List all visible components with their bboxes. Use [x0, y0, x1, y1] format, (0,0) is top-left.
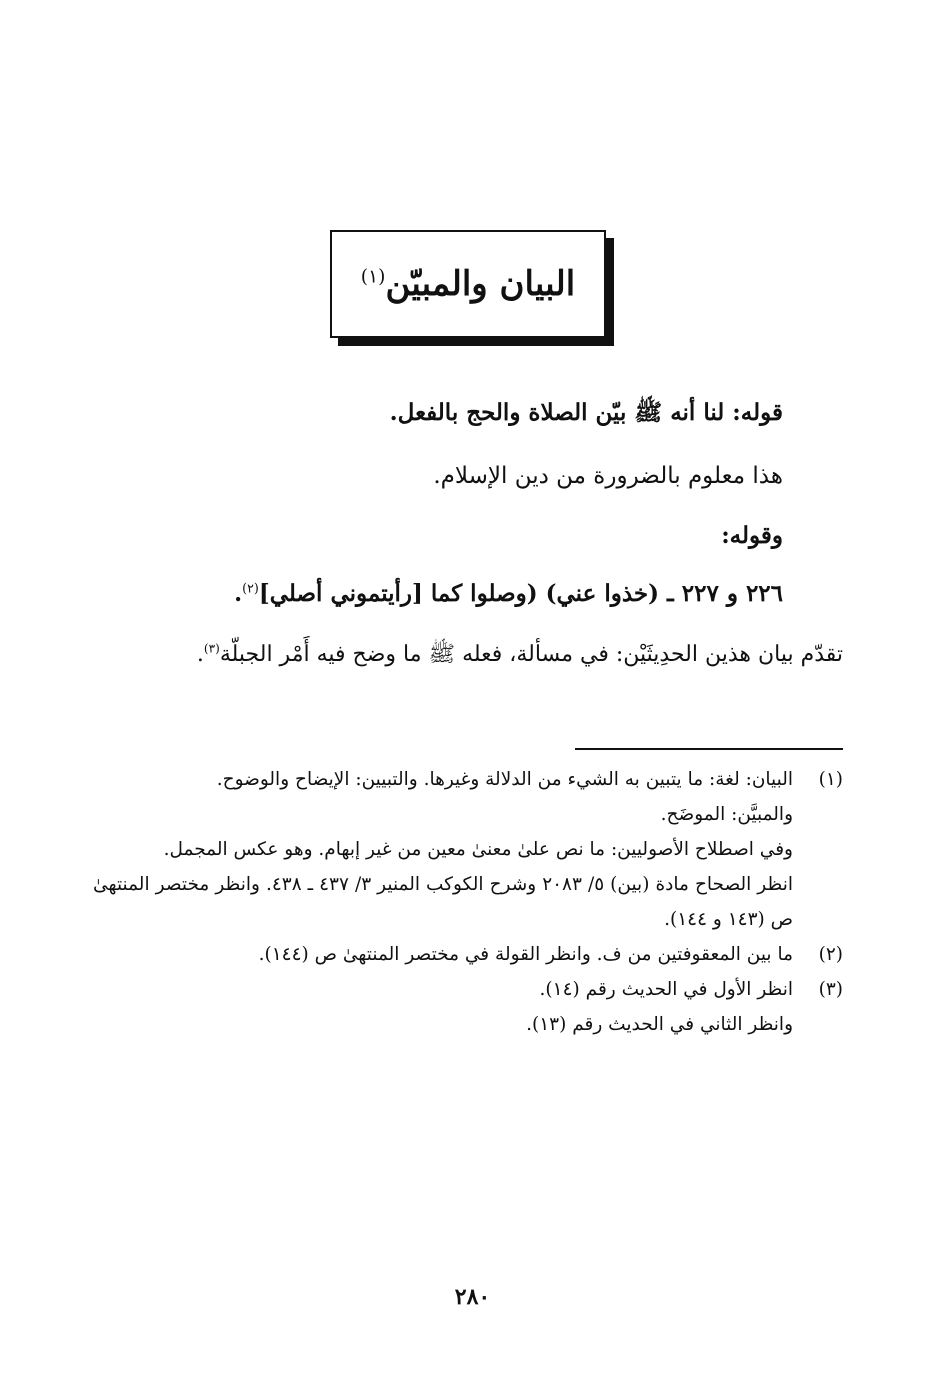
footnote-body	[93, 972, 793, 1042]
footnote-divider	[575, 748, 843, 750]
footnote-ref-3: (٣)	[203, 641, 220, 656]
quote-line-1: قوله: لنا أنه ﷺ بيّن الصلاة والحج بالفعل.	[389, 399, 783, 426]
page-number: ٢٨٠	[454, 1284, 491, 1310]
footnote-body	[93, 937, 793, 972]
footnote-2	[93, 937, 843, 972]
chapter-title	[361, 264, 575, 304]
footnote-line: ما بين المعقوفتين من ف. وانظر القولة في مختصر المنتهىٰ ص (١٤٤).	[258, 944, 793, 965]
footnote-body	[93, 762, 793, 937]
hadith-text: ٢٢٦ و ٢٢٧ ـ (خذوا عني) (وصلوا كما [رأيتموني أصلي]	[258, 580, 783, 607]
footnote-line: والمبيَّن: الموضَح.	[660, 804, 793, 825]
footnote-number: (١)	[818, 769, 843, 790]
hadith-line	[234, 577, 783, 611]
hadith-end: .	[234, 580, 243, 607]
quote-line-2: وقوله:	[721, 522, 783, 549]
chapter-title-text: البيان والمبيّن	[385, 264, 576, 304]
footnote-1	[93, 762, 843, 937]
footnote-line: وفي اصطلاح الأصوليين: ما نص علىٰ معنىٰ معين من غير إبهام. وهو عكس المجمل.	[163, 839, 793, 860]
footnote-number: (٣)	[818, 979, 843, 1000]
footnote-ref-1: (١)	[360, 266, 386, 288]
commentary-line-1: هذا معلوم بالضرورة من دين الإسلام.	[433, 463, 783, 489]
chapter-title-box	[330, 230, 606, 338]
commentary-paragraph	[101, 634, 843, 676]
footnote-number: (٢)	[818, 944, 843, 965]
footnote-3	[93, 972, 843, 1042]
footnotes	[93, 762, 843, 1042]
commentary-paragraph-end: .	[196, 642, 204, 667]
footnote-line: انظر الصحاح مادة (بين) ٥/ ٢٠٨٣ وشرح الكوكب المنير ٣/ ٤٣٧ ـ ٤٣٨. وانظر مختصر المنتهىٰ ص (١٤٣ و ١٤٤).	[93, 874, 793, 930]
footnote-line: وانظر الثاني في الحديث رقم (١٣).	[526, 1014, 793, 1035]
footnote-line: انظر الأول في الحديث رقم (١٤).	[539, 979, 793, 1000]
footnote-ref-2: (٢)	[242, 580, 259, 596]
commentary-paragraph-text: تقدّم بيان هذين الحدِيثَيْن: في مسألة، فعله ﷺ ما وضح فيه أَمْر الجبلّة	[219, 642, 843, 667]
footnote-line: البيان: لغة: ما يتبين به الشيء من الدلالة وغيرها. والتبيين: الإيضاح والوضوح.	[216, 769, 793, 790]
